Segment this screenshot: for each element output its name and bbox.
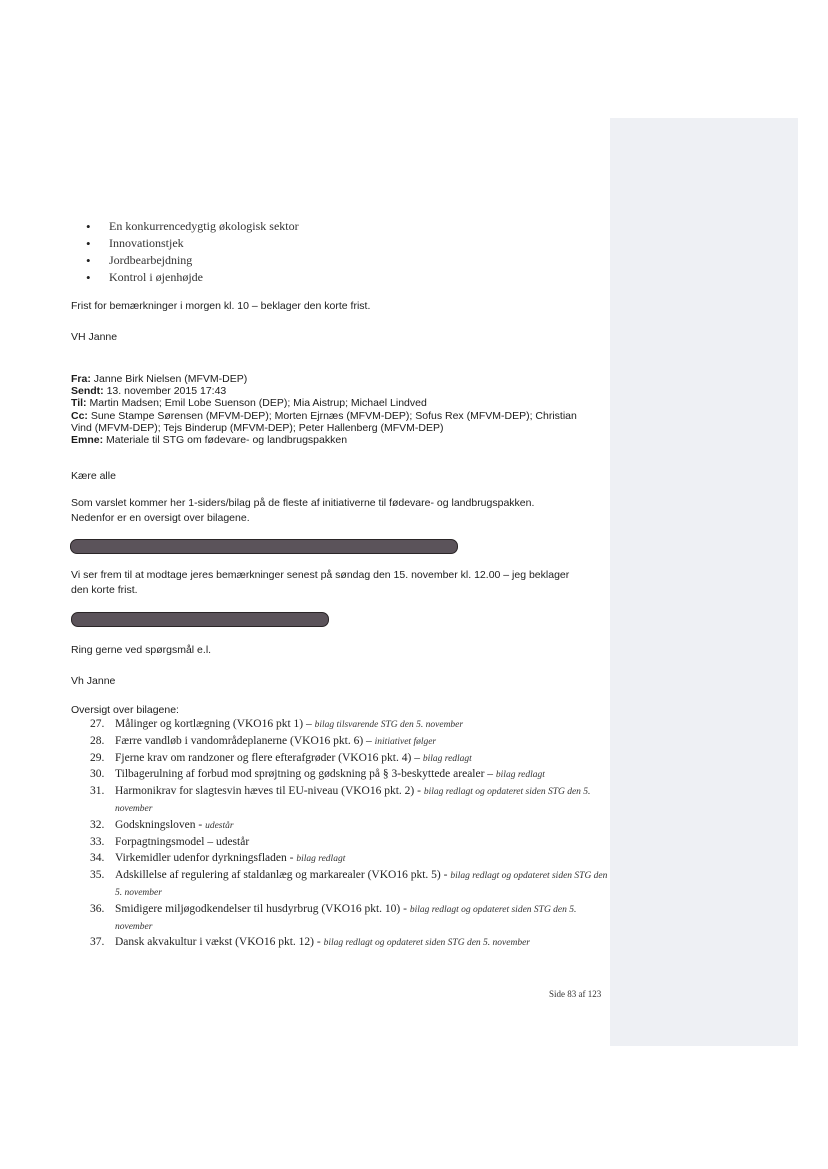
- followup-line-1: Vi ser frem til at modtage jeres bemærkninger senest på søndag den 15. november kl. 12.00 – jeg beklager: [71, 569, 570, 581]
- email-cc-line: Cc: Sune Stampe Sørensen (MFVM-DEP); Morten Ejrnæs (MFVM-DEP); Sofus Rex (MFVM-DEP); Christian Vind (MFVM-DEP); Tejs Binderup (MFVM-DEP); Peter Hallenberg (MFVM-DEP): [71, 409, 577, 434]
- annex-item: 36. Smidigere miljøgodkendelser til husdyrbrug (VKO16 pkt. 10) - bilag redlagt og opdateret siden STG den 5. november: [90, 902, 577, 932]
- bullet-item: • Innovationstjek: [86, 235, 299, 252]
- bullet-list: [86, 218, 299, 286]
- annex-item: 35. Adskillelse af regulering af staldanlæg og markarealer (VKO16 pkt. 5) - bilag redlagt og opdateret siden STG den 5. november: [90, 869, 608, 898]
- bullet-item: • En konkurrencedygtig økologisk sektor: [86, 218, 299, 235]
- annex-title: Oversigt over bilagene:: [71, 704, 179, 716]
- deadline-text: Frist for bemærkninger i morgen kl. 10 – beklager den korte frist.: [71, 300, 371, 312]
- annex-item: 28. Færre vandløb i vandområdeplanerne (VKO16 pkt. 6) – initiativet følger: [90, 734, 437, 747]
- intro-line-1: Som varslet kommer her 1-siders/bilag på de fleste af initiativerne til fødevare- og landbrugspakken.: [71, 497, 535, 509]
- email-header: [71, 373, 591, 446]
- annex-item: 27. Målinger og kortlægning (VKO16 pkt 1) – bilag tilsvarende STG den 5. november: [90, 718, 464, 730]
- annex-item: 32. Godskningsloven - udestår: [90, 818, 234, 831]
- call-text: Ring gerne ved spørgsmål e.l.: [71, 644, 212, 656]
- email-from-line: Fra: Janne Birk Nielsen (MFVM-DEP): [71, 373, 248, 385]
- annex-item: 37. Dansk akvakultur i vækst (VKO16 pkt. 12) - bilag redlagt og opdateret siden STG den 5. november: [90, 936, 530, 949]
- annex-item: 33. Forpagtningsmodel – udestår: [90, 835, 250, 848]
- email-subject-line: Emne: Materiale til STG om fødevare- og landbrugspakken: [71, 434, 348, 447]
- annex-item: 29. Fjerne krav om randzoner og flere efterafgrøder (VKO16 pkt. 4) – bilag redlagt: [90, 751, 472, 764]
- followup-line-2: den korte frist.: [71, 584, 138, 596]
- greeting: Kære alle: [71, 470, 116, 482]
- intro-line-2: Nedenfor er en oversigt over bilagene.: [71, 512, 250, 524]
- signoff-vh-janne: VH Janne: [71, 331, 118, 343]
- bullet-item: • Kontrol i øjenhøjde: [86, 269, 299, 286]
- annex-item: 30. Tilbagerulning af forbud mod sprøjtning og gødskning på § 3-beskyttede arealer – bilag redlagt: [90, 768, 545, 781]
- annex-item: 34. Virkemidler udenfor dyrkningsfladen - bilag redlagt: [90, 852, 346, 865]
- redaction-bar: [70, 539, 458, 554]
- signoff-vh-janne-2: Vh Janne: [71, 675, 116, 687]
- email-to-line: Til: Martin Madsen; Emil Lobe Suenson (DEP); Mia Aistrup; Michael Lindved: [71, 397, 427, 410]
- redaction-bar: [71, 612, 329, 627]
- bullet-item: • Jordbearbejdning: [86, 252, 299, 269]
- page-number: Side 83 af 123: [549, 989, 602, 999]
- email-sent-line: Sendt: 13. november 2015 17:43: [71, 385, 227, 398]
- annex-list: [90, 717, 610, 952]
- annex-item: 31. Harmonikrav for slagtesvin hæves til EU-niveau (VKO16 pkt. 2) - bilag redlagt og opdateret siden STG den 5. november: [90, 785, 591, 814]
